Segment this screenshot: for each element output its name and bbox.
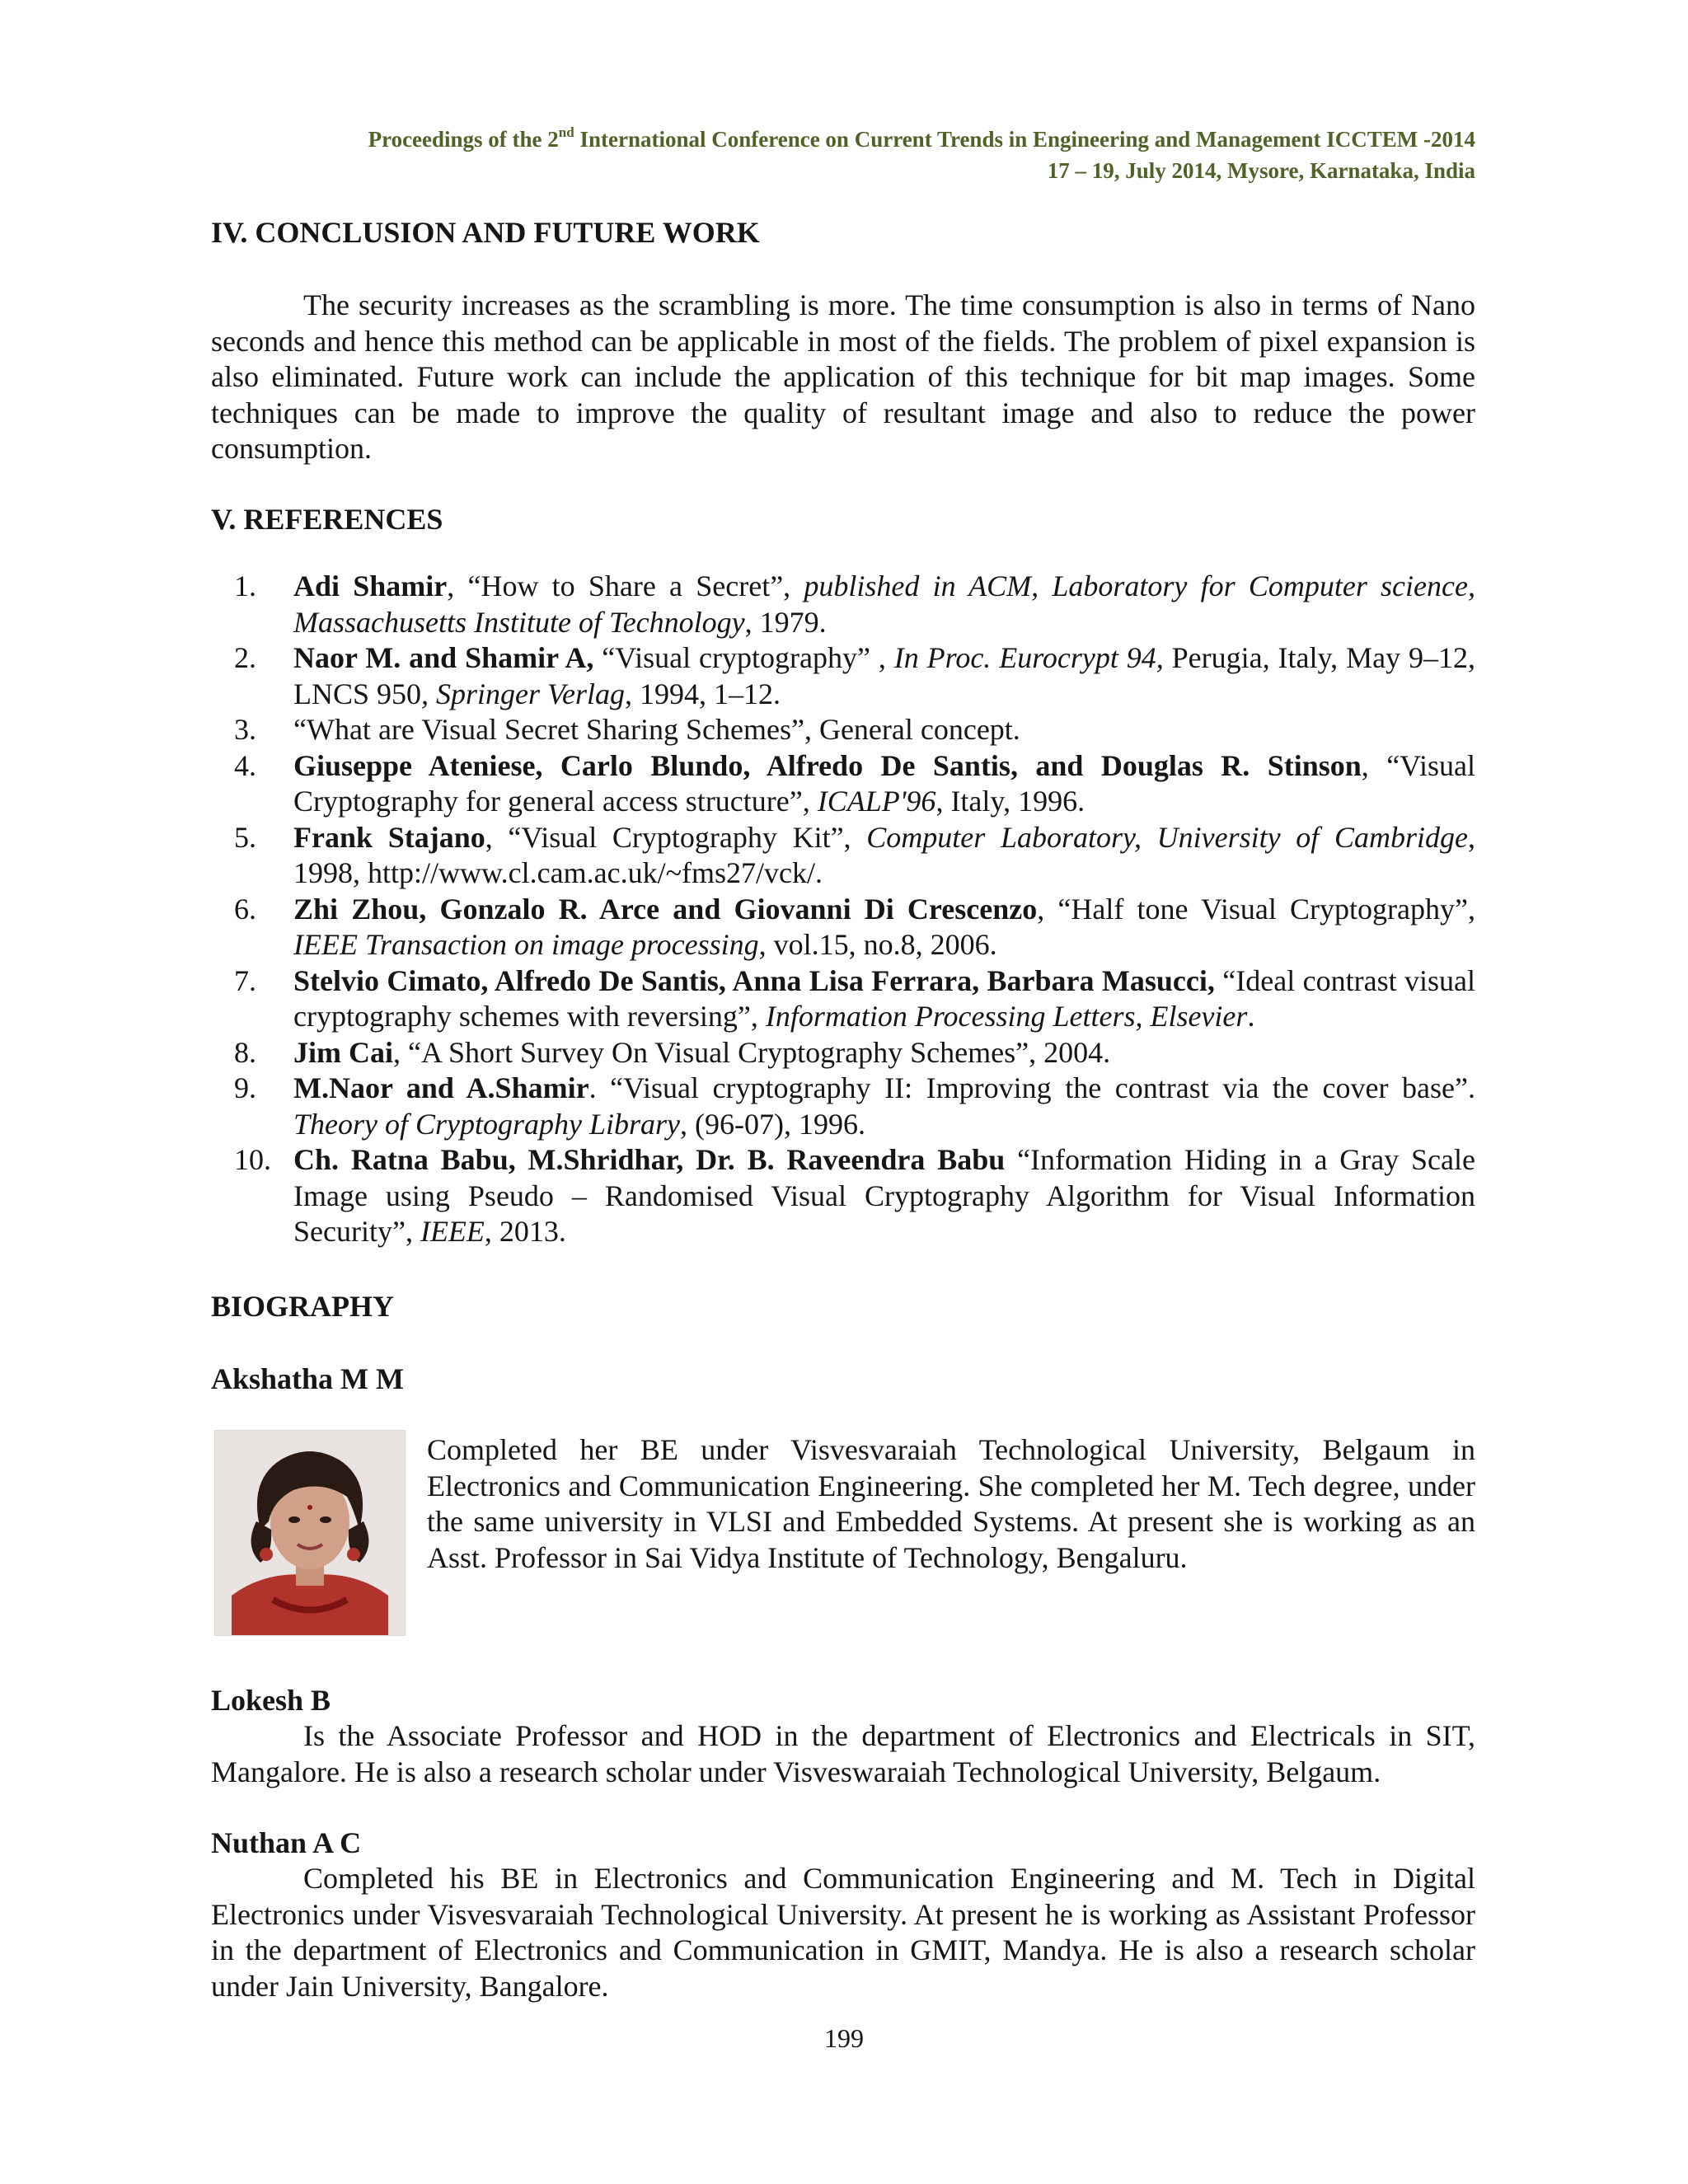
reference-segment: , 1998, http://www.cl.cam.ac.uk/~fms27/vck/.: [293, 820, 1476, 889]
reference-number: 2.: [234, 641, 256, 674]
reference-text: [293, 964, 1475, 1033]
reference-venue: In Proc. Eurocrypt 94,: [893, 641, 1164, 674]
reference-segment: , 1994, 1–12.: [625, 677, 781, 710]
reference-segment: , Italy, 1996.: [935, 785, 1085, 818]
bio-paragraph-nuthan: [211, 1861, 1475, 2004]
reference-number: 5.: [234, 820, 256, 854]
header-sup: nd: [558, 124, 574, 140]
conference-header: [211, 124, 1475, 186]
bio-text-lokesh: Is the Associate Professor and HOD in the department of Electronics and Electricals in SIT, Mangalore. He is also a research scholar under Visveswaraiah Technological University, Belgaum.: [211, 1719, 1475, 1788]
header-pre: Proceedings of the 2: [368, 127, 559, 152]
reference-number: 3.: [234, 713, 256, 746]
reference-venue: ,: [1262, 641, 1270, 674]
conclusion-heading: IV. CONCLUSION AND FUTURE WORK: [211, 216, 760, 249]
reference-venue: IEEE: [420, 1215, 485, 1248]
reference-number: 6.: [234, 892, 256, 926]
reference-segment: , “Visual Cryptography for general access structure”,: [293, 748, 1475, 818]
reference-item: [211, 1035, 1475, 1071]
reference-venue: IEEE Transaction on image processing: [293, 928, 759, 961]
reference-venue: ICALP'96: [817, 785, 936, 818]
reference-segment: “Information Hiding in a Gray Scale Image using Pseudo – Randomised Visual Cryptography Algorithm for Visual Information Security”,: [293, 1143, 1475, 1248]
reference-venue: published in ACM, Laboratory for Computer science, Massachusetts Institute of Technology: [293, 569, 1475, 639]
reference-segment: Italy, May 9–12, LNCS 950: [293, 641, 1475, 710]
reference-authors: Ch. Ratna Babu, M.Shridhar, Dr. B. Raveendra Babu: [293, 1143, 1006, 1176]
reference-authors: Naor M. and Shamir A,: [293, 641, 594, 674]
header-post: International Conference on Current Trends in Engineering and Management ICCTEM -2014: [574, 127, 1475, 152]
reference-item: [211, 1071, 1475, 1142]
reference-text: [293, 1071, 1475, 1141]
reference-segment: , (96-07), 1996.: [680, 1107, 865, 1141]
reference-text: [293, 749, 1475, 818]
reference-text: [293, 1143, 1475, 1248]
references-heading: V. REFERENCES: [211, 503, 443, 536]
reference-text: [293, 1036, 1110, 1069]
bio-name-akshatha: Akshatha M M: [211, 1362, 405, 1395]
bio-paragraph-lokesh: [211, 1718, 1475, 1790]
reference-venue: Theory of Cryptography Library: [293, 1107, 681, 1141]
reference-venue: Information Processing Letters, Elsevier: [765, 1000, 1248, 1033]
bio-name-lokesh: Lokesh B: [211, 1684, 331, 1717]
reference-segment: , 1979.: [744, 605, 827, 639]
reference-segment: Perugia: [1163, 641, 1263, 674]
reference-venue: , Springer Verlag: [421, 677, 626, 710]
reference-authors: Stelvio Cimato, Alfredo De Santis, Anna Lisa Ferrara, Barbara Masucci,: [293, 963, 1215, 997]
reference-number: 9.: [234, 1071, 256, 1104]
bio-text-akshatha: Completed her BE under Visvesvaraiah Technological University, Belgaum in Electronics and Communication Engineering. She completed her M. Tech degree, under the same university in VLSI and Embedded Systems. At present she is working as an Asst. Professor in Sai Vidya Institute of Technology, Bengaluru.: [427, 1433, 1475, 1574]
reference-item: [211, 712, 1475, 748]
reference-number: 1.: [234, 569, 256, 602]
author-photo: [214, 1430, 406, 1636]
reference-authors: Giuseppe Ateniese, Carlo Blundo, Alfredo De Santis, and Douglas R. Stinson: [293, 748, 1362, 782]
reference-item: [211, 963, 1475, 1035]
reference-item: [211, 748, 1475, 820]
header-line-2: 17 – 19, July 2014, Mysore, Karnataka, India: [1047, 158, 1475, 183]
reference-authors: M.Naor and A.Shamir: [293, 1071, 589, 1104]
reference-item: [211, 569, 1475, 640]
bio-name-nuthan: Nuthan A C: [211, 1826, 362, 1859]
reference-segment: , “Half tone Visual Cryptography”,: [1037, 892, 1475, 926]
reference-authors: Frank Stajano: [293, 820, 485, 854]
reference-text: [293, 893, 1475, 962]
reference-authors: Zhi Zhou, Gonzalo R. Arce and Giovanni Di Crescenzo: [293, 892, 1038, 926]
reference-item: [211, 1142, 1475, 1250]
reference-segment: .: [1247, 1000, 1255, 1033]
reference-segment: “Visual cryptography” ,: [593, 641, 894, 674]
reference-segment: , “A Short Survey On Visual Cryptography Schemes”, 2004.: [393, 1035, 1111, 1069]
reference-number: 7.: [234, 963, 256, 997]
reference-segment: , 2013.: [484, 1215, 566, 1248]
reference-segment: . “Visual cryptography II: Improving the contrast via the cover base”.: [588, 1071, 1475, 1104]
reference-text: [293, 821, 1475, 890]
reference-segment: , “How to Share a Secret”,: [447, 569, 804, 602]
reference-number: 8.: [234, 1035, 256, 1069]
reference-segment: , vol.15, no.8, 2006.: [758, 928, 997, 961]
reference-segment: “What are Visual Secret Sharing Schemes”, General concept.: [293, 713, 1020, 746]
reference-item: [211, 640, 1475, 712]
conclusion-text: The security increases as the scrambling is more. The time consumption is also in terms of Nano seconds and hence this method can be applicable in most of the fields. The problem of pixel expansion is also eliminated. Future work can include the application of this technique for bit map images. Some techniques can be made to improve the quality of resultant image and also to reduce the power consumption.: [211, 288, 1475, 465]
reference-item: [211, 820, 1475, 892]
reference-segment: “Ideal contrast visual cryptography schemes with reversing”,: [293, 963, 1475, 1033]
author-portrait-image: [215, 1431, 405, 1635]
reference-text: [293, 569, 1475, 639]
bio-text-nuthan: Completed his BE in Electronics and Communication Engineering and M. Tech in Digital Electronics under Visvesvaraiah Technological University. At present he is working as Assistant Professor in the department of Electronics and Communication in GMIT, Mandya. He is also a research scholar under Jain University, Bangalore.: [211, 1862, 1475, 2003]
reference-number: 10.: [234, 1143, 271, 1176]
references-list: [211, 569, 1475, 1250]
conclusion-paragraph: [211, 288, 1475, 467]
reference-text: [293, 641, 1475, 710]
page-number: 199: [824, 2023, 864, 2053]
reference-text: [293, 713, 1020, 746]
reference-segment: , “Visual Cryptography Kit”,: [485, 820, 867, 854]
biography-heading: BIOGRAPHY: [211, 1290, 395, 1323]
reference-authors: Adi Shamir: [293, 569, 448, 602]
header-line-1: [211, 124, 1475, 155]
reference-item: [211, 892, 1475, 963]
reference-number: 4.: [234, 748, 256, 782]
reference-venue: Computer Laboratory, University of Cambridge: [866, 820, 1469, 854]
reference-authors: Jim Cai: [293, 1035, 393, 1069]
